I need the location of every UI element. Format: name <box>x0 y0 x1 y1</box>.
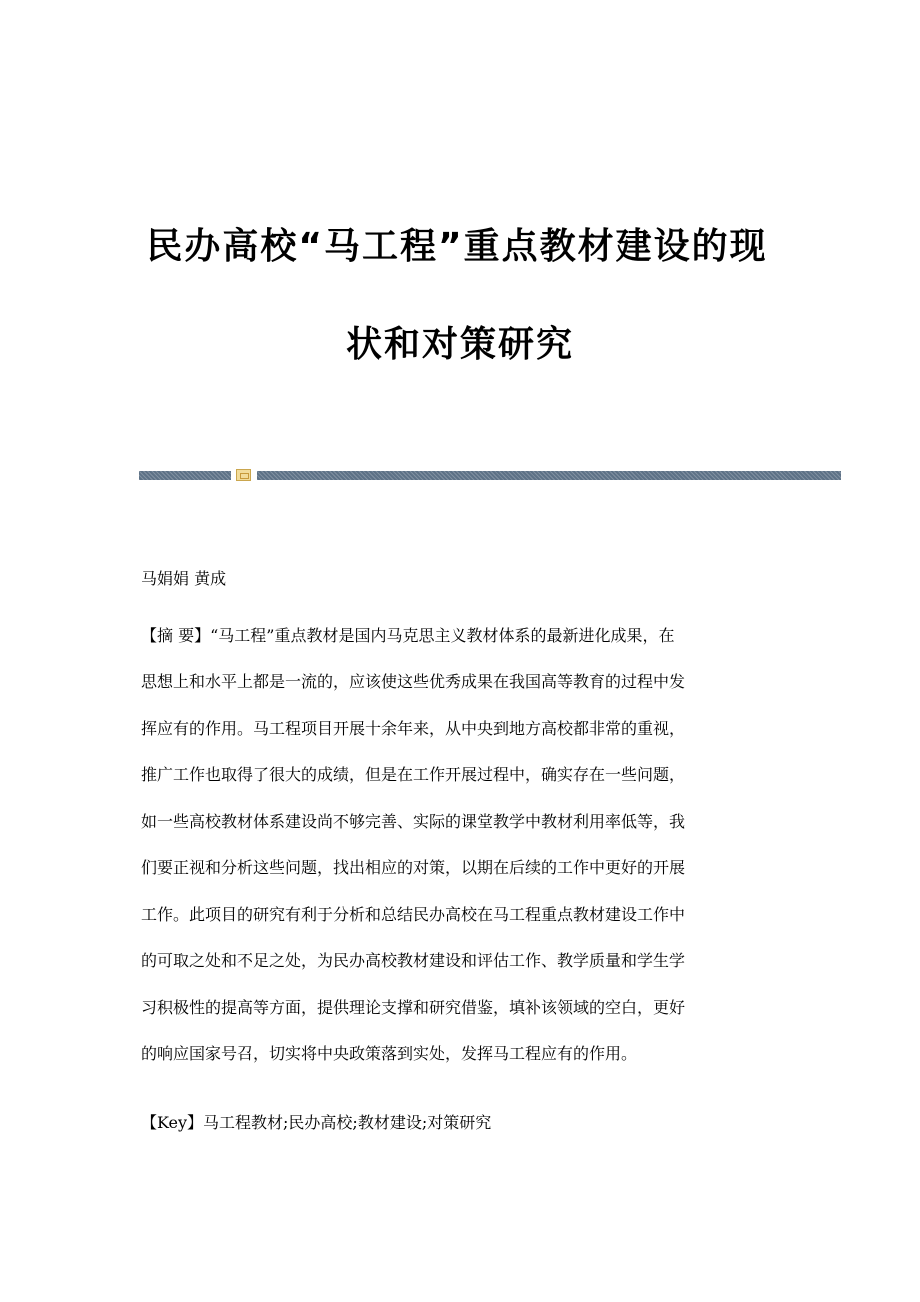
abstract-line: 习积极性的提高等方面，提供理论支撑和研究借鉴，填补该领域的空白，更好 <box>141 998 686 1017</box>
abstract-line: 们要正视和分析这些问题，找出相应的对策，以期在后续的工作中更好的开展 <box>141 858 686 877</box>
keywords: 【Key】马工程教材;民办高校;教材建设;对策研究 <box>141 1113 492 1132</box>
divider-bar-right <box>257 471 841 480</box>
abstract-line: 如一些高校教材体系建设尚不够完善、实际的课堂教学中教材利用率低等，我 <box>141 812 686 831</box>
authors: 马娟娟 黄成 <box>141 569 227 588</box>
divider-bar-left <box>139 471 231 480</box>
abstract-line: 挥应有的作用。马工程项目开展十余年来，从中央到地方高校都非常的重视， <box>141 719 686 738</box>
title-line-1: 民办高校“马工程”重点教材建设的现 <box>146 226 768 267</box>
divider-ornament-icon <box>236 469 251 481</box>
abstract-line: 的可取之处和不足之处，为民办高校教材建设和评估工作、教学质量和学生学 <box>141 951 686 970</box>
abstract-line: 思想上和水平上都是一流的，应该使这些优秀成果在我国高等教育的过程中发 <box>141 672 686 691</box>
title-line-2: 状和对策研究 <box>345 324 574 365</box>
abstract-line: 推广工作也取得了很大的成绩，但是在工作开展过程中，确实存在一些问题， <box>141 765 686 784</box>
abstract-line: 【摘 要】“马工程”重点教材是国内马克思主义教材体系的最新进化成果，在 <box>141 626 675 645</box>
abstract-line: 工作。此项目的研究有利于分析和总结民办高校在马工程重点教材建设工作中 <box>141 905 686 924</box>
abstract-line: 的响应国家号召，切实将中央政策落到实处，发挥马工程应有的作用。 <box>141 1044 638 1063</box>
